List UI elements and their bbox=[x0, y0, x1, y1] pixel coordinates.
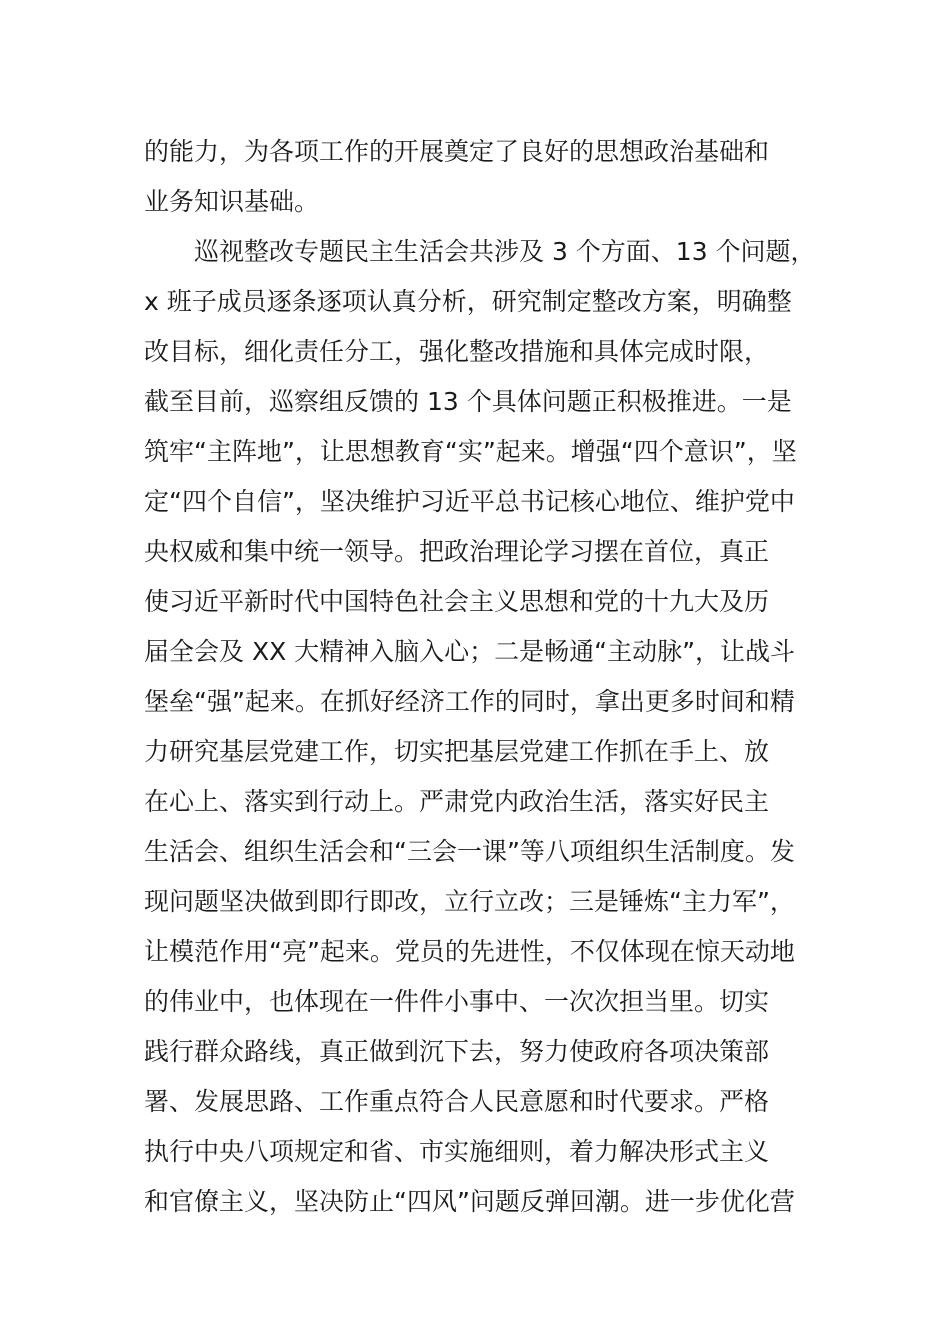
text-line: 巡视整改专题民主生活会共涉及 3 个方面、13 个问题， bbox=[144, 237, 816, 266]
text-line: 央权威和集中统一领导。把政治理论学习摆在首位，真正 bbox=[144, 537, 770, 566]
text-line: 现问题坚决做到即行即改，立行立改；三是锤炼“主力军”， bbox=[144, 887, 795, 916]
text-line: 使习近平新时代中国特色社会主义思想和党的十九大及历 bbox=[144, 587, 770, 616]
text-line: 业务知识基础。 bbox=[144, 187, 320, 216]
text-line: 让模范作用“亮”起来。党员的先进性，不仅体现在惊天动地 bbox=[144, 937, 795, 966]
text-line: 力研究基层党建工作，切实把基层党建工作抓在手上、放 bbox=[144, 737, 770, 766]
text-line: 执行中央八项规定和省、市实施细则，着力解决形式主义 bbox=[144, 1137, 770, 1166]
text-line: 截至目前，巡察组反馈的 13 个具体问题正积极推进。一是 bbox=[144, 387, 792, 416]
text-line: 届全会及 XX 大精神入脑入心；二是畅通“主动脉”，让战斗 bbox=[144, 637, 796, 666]
text-line: 定“四个自信”，坚决维护习近平总书记核心地位、维护党中 bbox=[144, 487, 795, 516]
text-line: 改目标，细化责任分工，强化整改措施和具体完成时限， bbox=[144, 337, 770, 366]
text-line: x 班子成员逐条逐项认真分析，研究制定整改方案，明确整 bbox=[144, 287, 792, 316]
text-line: 在心上、落实到行动上。严肃党内政治生活，落实好民主 bbox=[144, 787, 770, 816]
text-line: 筑牢“主阵地”，让思想教育“实”起来。增强“四个意识”，坚 bbox=[144, 437, 797, 466]
text-line: 和官僚主义，坚决防止“四风”问题反弹回潮。进一步优化营 bbox=[144, 1187, 795, 1216]
text-line: 堡垒“强”起来。在抓好经济工作的同时，拿出更多时间和精 bbox=[144, 687, 795, 716]
text-line: 的伟业中，也体现在一件件小事中、一次次担当里。切实 bbox=[144, 987, 770, 1016]
text-line: 署、发展思路、工作重点符合人民意愿和时代要求。严格 bbox=[144, 1087, 770, 1116]
text-line: 践行群众路线，真正做到沉下去，努力使政府各项决策部 bbox=[144, 1037, 770, 1066]
text-line: 生活会、组织生活会和“三会一课”等八项组织生活制度。发 bbox=[144, 837, 795, 866]
body-text bbox=[144, 127, 844, 1227]
text-line: 的能力，为各项工作的开展奠定了良好的思想政治基础和 bbox=[144, 137, 770, 166]
